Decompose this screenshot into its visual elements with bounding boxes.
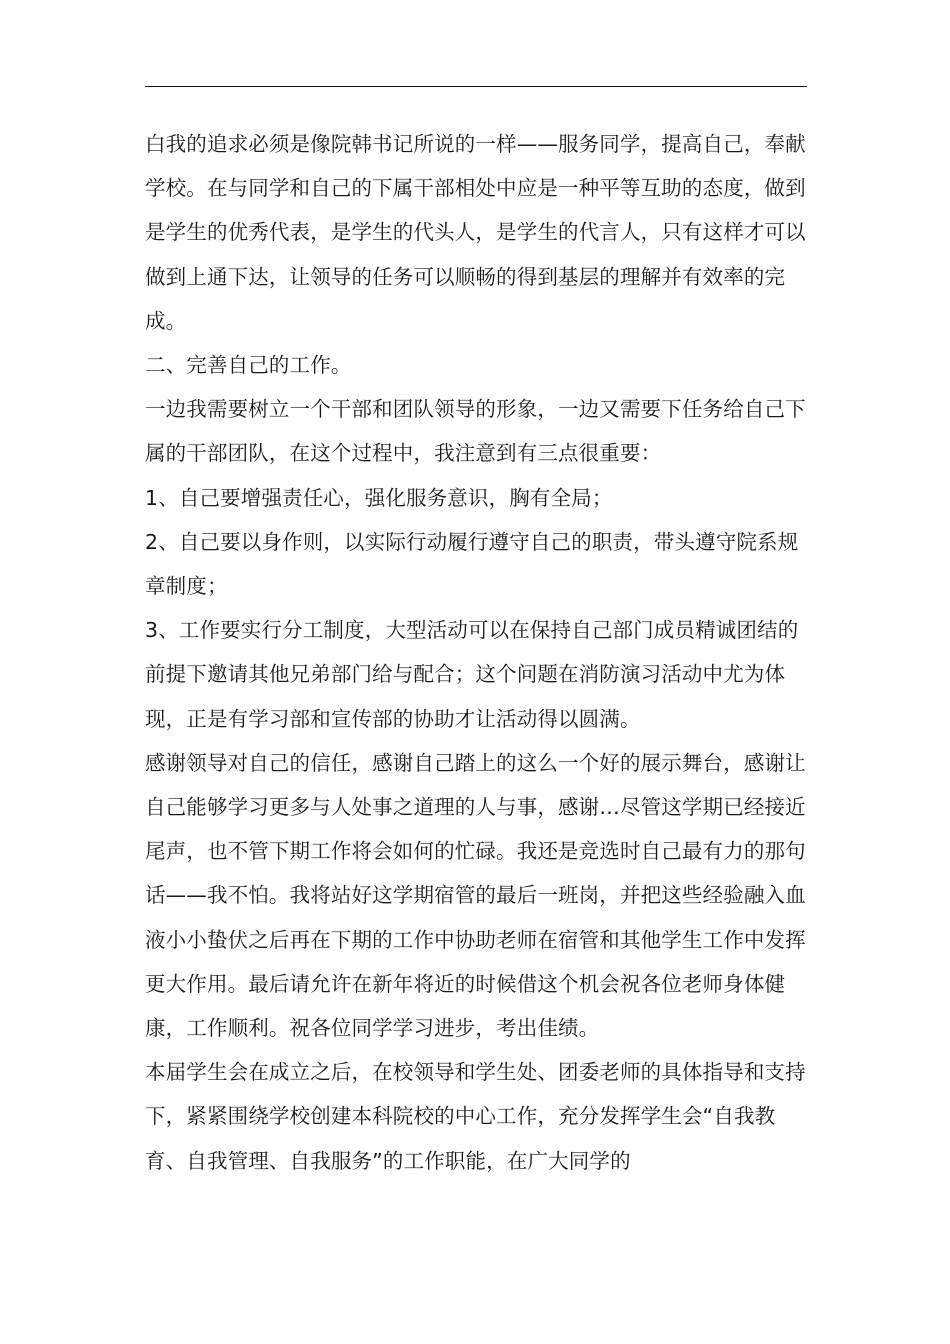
paragraph-2: 二、完善自己的工作。 bbox=[145, 353, 352, 378]
paragraph-1: 白我的追求必须是像院韩书记所说的一样——服务同学，提高自己，奉献学校。在与同学和自己的下属干部相处中应是一种平等互助的态度，做到是学生的优秀代表，是学生的代头人，是学生的代言人，只有这样才可以做到上通下达，让领导的任务可以顺畅的得到基层的理解并有效率的完成。 bbox=[145, 132, 806, 333]
paragraph-3: 一边我需要树立一个干部和团队领导的形象，一边又需要下任务给自己下属的干部团队，在这个过程中，我注意到有三点很重要： bbox=[145, 397, 806, 466]
paragraph-6: 3、工作要实行分工制度，大型活动可以在保持自己部门成员精诚团结的前提下邀请其他兄弟部门给与配合；这个问题在消防演习活动中尤为体现，正是有学习部和宣传部的协助才让活动得以圆满。 bbox=[145, 618, 799, 731]
paragraph-5: 2、自己要以身作则，以实际行动履行遵守自己的职责，带头遵守院系规章制度； bbox=[145, 529, 799, 599]
body-text bbox=[145, 122, 810, 1183]
paragraph-4: 1、自己要增强责任心，强化服务意识，胸有全局； bbox=[145, 485, 613, 510]
paragraph-8: 本届学生会在成立之后，在校领导和学生处、团委老师的具体指导和支持下，紧紧围绕学校创建本科院校的中心工作，充分发挥学生会“自我教育、自我管理、自我服务”的工作职能，在广大同学的 bbox=[145, 1060, 806, 1173]
header-rule bbox=[145, 86, 807, 87]
paragraph-7: 感谢领导对自己的信任，感谢自己踏上的这么一个好的展示舞台，感谢让自己能够学习更多与人处事之道理的人与事，感谢…尽管这学期已经接近尾声，也不管下期工作将会如何的忙碌。我还是竞选时自己最有力的那句话——我不怕。我将站好这学期宿管的最后一班岗，并把这些经验融入血液小小蛰伏之后再在下期的工作中协助老师在宿管和其他学生工作中发挥更大作用。最后请允许在新年将近的时候借这个机会祝各位老师身体健康，工作顺利。祝各位同学学习进步，考出佳绩。 bbox=[145, 750, 806, 1041]
